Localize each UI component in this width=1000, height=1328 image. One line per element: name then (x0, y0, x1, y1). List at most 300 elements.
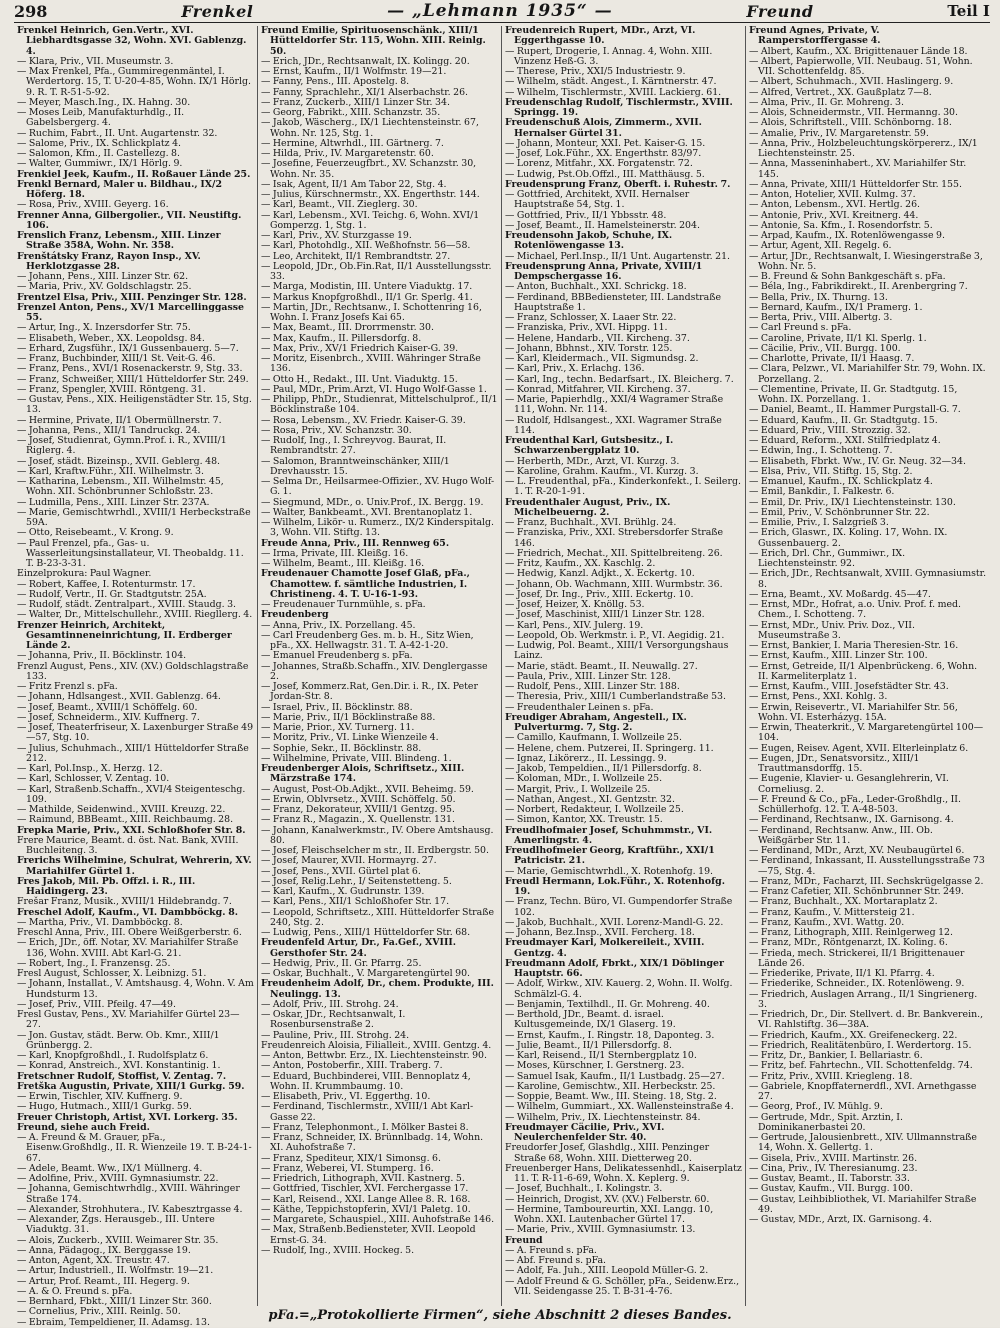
directory-entry: — Johann, Ob. Wachmann, XIII. Wurmbstr. 36. (505, 578, 723, 590)
directory-entry: — Artur, Ing., X. Inzersdorfer Str. 75. (17, 322, 191, 334)
directory-entry: — Ignaz, Likörerz., II. Lessingg. 9. (505, 752, 667, 764)
directory-entry: — Marie, Priv., II/1 Böcklinstraße 88. (261, 711, 436, 723)
directory-entry: — Franz Cafetier, XII. Schönbrunner Str. 249. (749, 886, 964, 897)
directory-entry: — Ernst, Kaufm., VIII. Josefstädter Str. 43. (749, 681, 949, 692)
directory-entry: — Franz, Buchhalt., XX. Mortaraplatz 2. (749, 896, 938, 908)
directory-entry: — Johanna, Pens., XII/1 Tandruckg. 24. (17, 424, 201, 436)
directory-entry: — Gisela, Priv., XVIII. Martinstr. 26. (749, 1152, 918, 1164)
directory-entry: — Rosa, Priv., XVIII. Geyerg. 16. (17, 199, 169, 211)
directory-entry: — Anton, Bettwbr. Erz., IX. Liechtensteinstr. 90. (261, 1050, 487, 1061)
directory-entry: Fresl August, Schlosser, X. Leibnizg. 51. (17, 968, 207, 979)
directory-entry: — Erich, JDr., öff. Notar, XV. Mariahilfer Straße 136, Wohn. XVIII. Abt Karl-G. 21. (17, 937, 239, 959)
directory-entry: — Julius, Kürschnermstr., XX. Engerthstr. 144. (261, 189, 480, 200)
directory-entry: — Fritz, Kaufm., XX. Kaschlg. 2. (505, 558, 656, 569)
directory-entry-main: Frenzel Anton, Pens., XV/1 Marcellinggasse 55. (17, 301, 245, 323)
column-4 (746, 26, 990, 1306)
directory-entry: — Franz R., Magazin., X. Quellenstr. 131. (261, 814, 455, 826)
directory-entry: — Cornelius, Priv., XIII. Reinlg. 50. (17, 1306, 181, 1318)
directory-entry: Freschl Anna, Priv., III. Obere Weißgerberstr. 6. (17, 927, 242, 938)
directory-entry: — Max, Kaufm., II. Pillersdorfg. 8. (261, 332, 422, 344)
directory-entry: — Antonie, Sa. Kfm., I. Rosendorfstr. 5. (749, 219, 933, 231)
directory-entry: — Katharina, Lebensm., XII. Wilhelmstr. 45, Wohn. XII. Schönbrunner Schloßstr. 23. (17, 476, 224, 498)
directory-entry-main: Freudenauer Chamotte Josef Glaß, pFa., Chamottew. f. sämtliche Industrien, I. Christineng. 4. T. U-16-1-93. (261, 568, 470, 600)
directory-entry: — Ernst, Kaufm., XIII. Linzer Str. 100. (749, 650, 928, 662)
directory-entry: — Franz, MDr., Facharzt, III. Sechskrügelgasse 2. (749, 875, 984, 887)
directory-entry: — Johann, Kanalwerkmstr., IV. Obere Amtshausg. 80. (261, 824, 494, 846)
directory-entry: — Cäcilie, Priv., VII. Burgg. 100. (749, 342, 901, 354)
directory-entry: — Salomon, Kfm., II. Castellezg. 8. (17, 148, 180, 159)
directory-entry: — Erwin, Reisevertr., VI. Mariahilfer Str. 56, Wohn. VI. Esterházyg. 15A. (749, 701, 958, 723)
directory-entry: — Mathilde, Seidenwind., XVIII. Kreuzg. 22. (17, 804, 226, 815)
directory-entry-main: Freudenfeld Artur, Dr., Fa.Gef., XVIII. Gersthofer Str. 24. (261, 937, 456, 959)
directory-entry: — Clara, Pelzwr., VI. Mariahilfer Str. 79, Wohn. IX. Porzellang. 2. (749, 363, 986, 385)
directory-entry: — Karoline, Gemischtw., XII. Herbeckstr. 25. (505, 1080, 716, 1092)
directory-entry-main: Frenkl Bernard, Maler u. Bildhau., IX/2 Höferg. 18. (17, 178, 223, 200)
directory-entry: — Abf. Freund s. pFa. (505, 1255, 607, 1266)
directory-entry: — Ferdinand, Rechtsanw. Anw., III. Ob. Weißgärber Str. 11. (749, 824, 933, 846)
directory-entry: — Karl, Lebensm., XVI. Teichg. 6, Wohn. XVI/1 Gomperzg. 1, Stg. 1. (261, 209, 480, 231)
directory-entry-main: Frerichs Wilhelmine, Schulrat, Wehrerin, XV. Mariahilfer Gürtel 1. (17, 855, 252, 877)
directory-entry: — Ferdinand, BBBediensteter, III. Landstraße Hauptstraße 1. (505, 291, 722, 313)
directory-entry: — Gertrude, Jalousienbrett., XIV. Ullmannstraße 14, Wohn. X. Gellertg. 1. (749, 1132, 977, 1154)
directory-entry: — Freudenauer Turnmühle, s. pFa. (261, 599, 426, 610)
directory-entry-main: Freudl Hermann, Lok.Führ., X. Rotenhofg. 19. (505, 875, 725, 897)
directory-entry: — Adele, Beamt. Ww., IX/1 Müllnerg. 4. (17, 1162, 203, 1174)
directory-entry-main: Freudmann Adolf, Fbrkt., XIX/1 Döblinger Hauptstr. 66. (505, 957, 724, 979)
directory-entry: — Paul Frenzel, pfa., Gas- u. Wasserleitungsinstallateur, VI. Theobaldg. 11. T. B-23-3-31. (17, 537, 244, 569)
directory-entry: — Anton, Postoberfir., XIII. Traberg. 7. (261, 1060, 443, 1072)
directory-entry: — Josef, Priv., VIII. Pfeilg. 47—49. (17, 998, 176, 1010)
directory-entry: — Albert, Kaufm., XX. Brigittenauer Lände 18. (749, 45, 968, 57)
directory-entry: — Erich, Glaswr., IX. Koling. 17, Wohn. IX. Gussenbauerg. 2. (749, 527, 948, 549)
directory-entry: — Carl Freund s. pFa. (749, 322, 852, 334)
directory-entry: — Carl Freudenberg Ges. m. b. H., Sitz Wien, pFa., XX. Hellwagstr. 31. T. A-42-1-20. (261, 629, 474, 651)
directory-entry: — Elsa, Priv., VII. Stiftg. 15, Stg. 2. (749, 465, 913, 477)
directory-entry: — Philipp, PhDr., Studienrat, Mittelschulprof., II/1 Böcklinstraße 104. (261, 394, 498, 416)
directory-entry: — Josef, Relig.Lehr., I/ Seitenstetteng. 5. (261, 875, 452, 887)
directory-entry: — Josefine, Feuerzeugfbrt., XV. Schanzstr. 30, Wohn. Nr. 35. (261, 158, 477, 180)
directory-entry: — Georg, Prof., IV. Mühlg. 9. (749, 1101, 883, 1113)
directory-entry: — Emil, Bankdir., I. Falkestr. 6. (749, 486, 895, 498)
directory-entry: — Johann, Installat., V. Amtshausg. 4, Wohn. V. Am Hundsturm 13. (17, 978, 254, 1000)
directory-entry: — Leo, Architekt, II/1 Rembrandtstr. 27. (261, 250, 451, 262)
directory-entry: — Moses, Kürschner, I. Gerstnerg. 23. (505, 1060, 685, 1072)
directory-entry: — Hedwig, Priv., II. Gr. Pfarrg. 25. (261, 957, 422, 969)
directory-entry-main: Freudenschuß Alois, Zimmerm., XVII. Hernalser Gürtel 31. (505, 117, 702, 139)
directory-entry: — Eduard, Kaufm., II. Gr. Stadtgutg. 15. (749, 414, 938, 426)
directory-entry: — Eugen, JDr., Senatsvorsitz., XIII/1 Trauttmansdorffg. 15. (749, 752, 920, 774)
directory-entry: — Heinrich, Drogist, XV. (XV.) Felberstr. 60. (505, 1193, 710, 1205)
directory-entry: — Friedrich, Lithograph, XVII. Kastnerg. 5. (261, 1173, 465, 1184)
directory-entry: — Martin, JDr., Rechtsanw., I. Schottenring 16, Wohn. I. Franz Josefs Kai 65. (261, 301, 482, 323)
directory-entry: — Edwin, Ing., I. Schotteng. 7. (749, 445, 893, 457)
directory-entry: — Josef, Schneiderm., XIV. Kuffnerg. 7. (17, 711, 200, 723)
directory-entry: — Hugo, Hutmach., XIII/1 Gurkg. 59. (17, 1101, 192, 1113)
directory-entry: — Eugenie, Klavier- u. Gesanglehrerin, VI. Corneliusg. 2. (749, 773, 949, 795)
directory-entry: — Josef, Beamt., XVIII/1 Schöffelg. 60. (17, 701, 198, 713)
directory-entry: — Klara, Priv., VII. Museumstr. 3. (17, 55, 174, 67)
right-keyword: Freund (746, 1, 814, 21)
directory-entry: — Raimund, BBBeamt., XIII. Reichbaumg. 28. (17, 814, 234, 826)
directory-entry: — Franz, Lithograph, XIII. Reinlgerweg 12. (749, 927, 953, 938)
directory-entry: — Georg, Fabrikt., XIII. Schanzstr. 35. (261, 107, 441, 118)
directory-entry: — L. Freudenthal, pFa., Kinderkonfekt., I. Seilerg. 1. T. R-20-1-91. (505, 476, 741, 498)
directory-entry: — Josef, Pens., XVII. Gürtel plat 6. (261, 865, 421, 877)
directory-entry: — Karl, Reisend., II/1 Sternbergplatz 10. (505, 1050, 697, 1061)
directory-entry: — Nathan, Angest., XI. Gentzstr. 32. (505, 793, 675, 805)
directory-entry: — Irma, Private, III. Kleißg. 16. (261, 547, 409, 559)
directory-entry: — Franz, Kaufm., XVI. Wattg. 20. (749, 916, 905, 928)
directory-entry: — Moritz, Eisenbrch., XVIII. Währinger Straße 136. (261, 353, 481, 375)
directory-entry: — Gustav, Leihbibliothek, VI. Mariahilfer Straße 49. (749, 1193, 977, 1215)
directory-entry: — Josef, Buchhalt., I. Kolingstr. 3. (505, 1183, 663, 1195)
directory-entry: — Otto, Reisebeamt., V. Krong. 9. (17, 527, 174, 539)
directory-entry: — Rosa, Lebensm., XV. Friedr. Kaiser-G. 39. (261, 414, 466, 426)
directory-entry: — Karl, Kraftw.Führ., XII. Wilhelmstr. 3. (17, 465, 204, 477)
directory-entry: — Josef, Dr. Ing., Priv., XIII. Eckertg. 10. (505, 588, 694, 600)
directory-entry: — Elisabeth, Weber., XX. Leopoldsg. 84. (17, 332, 205, 344)
page-header (14, 0, 990, 23)
directory-entry: — Fanny, Sprachlehr., XI/1 Alserbachstr. 26. (261, 86, 469, 98)
directory-entry: — Elisabeth, Fbrkt. Ww., IV. Gr. Neug. 32—34. (749, 455, 966, 467)
directory-entry: — Ernst, Kaufm., I. Ringstr. 18, Daponteg. 3. (505, 1029, 715, 1041)
left-keyword: Frenkel (181, 1, 254, 21)
directory-entry: — Walter, Bankbeamt., XVI. Brentanoplatz 1. (261, 506, 473, 518)
directory-entry: — Artur, JDr., Rechtsanwalt, I. Wiesingerstraße 3, Wohn. Nr. 5. (749, 250, 983, 272)
directory-entry: — Walter, Dr., Mittelschullehr., XVIII. Riegllerg. 4. (17, 609, 253, 621)
directory-entry: — Isak, Agent, II/1 Am Tabor 22, Stg. 4. (261, 178, 447, 190)
directory-entry: — Ferdinand, MDr., Arzt, XV. Neubaugürtel 6. (749, 845, 965, 856)
directory-entry: — Franz, Schneider, IX. Brünnlbadg. 14, Wohn. XI. Auhofstraße 7. (261, 1132, 484, 1154)
directory-entry: — Erwin, Theaterkrit., V. Margaretengürtel 100—104. (749, 722, 984, 744)
directory-entry: — Franz, Schweißer, XIII/1 Hütteldorfer Str. 249. (17, 373, 249, 385)
directory-entry: — Elisabeth, Priv., VI. Eggerthg. 10. (261, 1091, 431, 1102)
directory-entry-main: Freudenberg (261, 609, 329, 621)
directory-entry: — Maria, Priv., XV. Goldschlagstr. 25. (17, 281, 192, 293)
directory-entry: — Frieda, mech. Strickerei, II/1 Brigittenauer Lände 26. (749, 947, 965, 969)
directory-entry-main: Frenzer Heinrich, Architekt, Gesamtinneneinrichtung, II. Erdberger Lände 2. (17, 619, 232, 651)
directory-entry: — Charlotte, Private, II/1 Haasg. 7. (749, 353, 915, 364)
directory-entry: — Franz, Telephonmont., I. Mölker Bastei 8. (261, 1121, 469, 1133)
directory-entry: — Leopold, JDr., Ob.Fin.Rat, II/1 Ausstellungsstr. 33. (261, 260, 492, 282)
part-label: Teil I (947, 2, 990, 20)
directory-entry-main: Frenkiel Jeek, Kaufm., II. Roßauer Lände 25. (17, 168, 251, 180)
directory-entry: — Erich, Drl. Chr., Gummiwr., IX. Liechtensteinstr. 92. (749, 547, 906, 569)
directory-entry: — Ferdinand, Inkassant, II. Ausstellungsstraße 73—75, Stg. 4. (749, 855, 985, 877)
directory-entry: — Max Frenkel, Pfa., Gummiregenmäntel, I. Werdertorg. 15, T. U-20-4-85, Wohn. IX/1 Hörlg. 9. R. T. R-51-5-92. (17, 66, 251, 98)
directory-entry: — Salomon, Branntweinschänker, XIII/1 Drevhausstr. 15. (261, 455, 450, 477)
directory-entry: — Rupert, Drogerie, I. Annag. 4, Wohn. XIII. Vinzenz Heß-G. 3. (505, 45, 713, 67)
directory-entry: — Karl, Kaufm., X. Gudrunstr. 139. (261, 886, 425, 897)
directory-entry: — Wilhelmine, Private, VIII. Blindeng. 1. (261, 752, 452, 764)
directory-entry: — Gertrude, Mdr., Spit. Arztin, I. Dominikanerbastei 20. (749, 1111, 903, 1133)
directory-entry-main: Freund (505, 1234, 543, 1246)
directory-entry: — Josef, Theaterfriseur, X. Laxenburger Straße 49—57, Stg. 10. (17, 722, 254, 744)
directory-entry: — Karoline, Grahm. Kaufm., VI. Kurzg. 3. (505, 465, 699, 477)
directory-entry: — Otto H., Redakt., III. Unt. Viaduktg. 15. (261, 373, 458, 385)
directory-entry: — Franz, Spengler, XVIII. Röntgeng. 31. (17, 383, 206, 395)
directory-entry-main: Frenner Anna, Gilbergolier., VII. Neustiftg. 106. (17, 209, 242, 231)
directory-entry: — Johann, Monteur, XXI. Pet. Kaiser-G. 15. (505, 137, 706, 149)
directory-entry: — Margit, Priv., I. Wollzeile 25. (505, 783, 651, 795)
directory-entry-main: Freudensohn Jakob, Schuhe, IX. Rotenlöwengasse 13. (505, 230, 673, 252)
directory-entry: Frere Maurice, Beamt. d. öst. Nat. Bank, XVIII. Buchleiteng. 3. (17, 834, 239, 856)
directory-entry: — Lorenz, Mitfahr., XX. Forgatenstr. 72. (505, 158, 693, 170)
directory-entry: — Erwin, Oblvrsetz., XVIII. Schöffelg. 50. (261, 793, 456, 805)
directory-entry: — Ludmilla, Pens., XIII. Linzer Str. 237A. (17, 496, 210, 508)
directory-entry: — Israel, Priv., II. Böcklinstr. 88. (261, 701, 413, 713)
directory-entry: — Marie, städt. Beamt., II. Neuwallg. 27. (505, 660, 698, 672)
directory-entry: — Helene, chem. Putzerei, II. Springerg. 11. (505, 742, 714, 754)
directory-entry: — Caroline, Private, II/1 Kl. Sperlg. 1. (749, 332, 927, 344)
directory-entry: — Erwin, Tischler, XIV. Kuffnerg. 9. (17, 1091, 183, 1102)
directory-entry: — Anna, Private, XIII/1 Hütteldorfer Str. 155. (749, 178, 962, 190)
directory-entry: — Berthold, JDr., Beamt. d. israel. Kultusgemeinde, IX/1 Glaserg. 19. (505, 1009, 676, 1031)
directory-entry: — Alfred, Vertret., XX. Gaußplatz 7—8. (749, 86, 932, 98)
directory-entry: — Simon, Kantor, XX. Treustr. 15. (505, 814, 663, 826)
directory-entry-main: Freudlhofmaier Josef, Schuhmmstr., VI. Amerlingstr. 4. (505, 824, 713, 846)
directory-entry: — Karl, Reisend., XXI. Lange Allee 8. R. 168. (261, 1193, 471, 1205)
directory-entry: — Rudolf, städt. Zentralpart., XVIII. Staudg. 3. (17, 599, 237, 610)
directory-entry: — Karl, Beamt., VII. Zieglerg. 30. (261, 199, 418, 211)
directory-entry: — Leopold, Ob. Werkmstr. i. P., VI. Aegidig. 21. (505, 629, 725, 641)
directory-entry: — Ernst, Kaufm., II/1 Wolfmstr. 19—21. (261, 66, 447, 77)
directory-entry: — Karl, Photohdlg., XII. Weßhofnstr. 56—58. (261, 240, 471, 252)
directory-entry: — Marie, Papierhdlg., XXI/4 Wagramer Straße 111, Wohn. Nr. 114. (505, 394, 724, 416)
directory-entry: — Norbert, Redakteur, I. Wollzeile 25. (505, 804, 684, 815)
directory-entry: — Benjamin, Textilhdl., II. Gr. Mohreng. 40. (505, 998, 710, 1010)
directory-entry: — Karl, Kleidermach., VII. Sigmundsg. 2. (505, 353, 699, 364)
directory-entry: — Franziska, Priv., XXI. Strebersdorfer Straße 146. (505, 527, 724, 549)
directory-entry: — Eduard, Buchbinderei, VIII. Bennoplatz 4, Wohn. II. Krummbaumg. 10. (261, 1070, 471, 1092)
directory-entry: — Konrad, Anstreich., XVI. Konstantinig. 1. (17, 1060, 221, 1072)
directory-entry: — Koloman, MDr., I. Wollzeile 25. (505, 773, 663, 785)
directory-entry: — Wilhelm, städt. Angest., I. Kärntnerstr. 47. (505, 76, 717, 88)
directory-entry: — Rudolf, Pens., XIII. Linzer Str. 188. (505, 681, 680, 692)
directory-entry: — Robert, Ing., I. Franzensg. 25. (17, 957, 171, 969)
column-2 (258, 26, 502, 1306)
directory-entry: — Ernst, Getreide, II/1 Alpenbrückeng. 6, Wohn. II. Karmeliterplatz 1. (749, 660, 978, 682)
directory-entry: — August, Post-Ob.Adjkt., XVII. Beheimg. 59. (261, 783, 474, 795)
directory-entry: — Anna, Priv., IX. Porzellang. 45. (261, 619, 416, 631)
directory-entry: — Sophie, Sekr., II. Böcklinstr. 88. (261, 742, 422, 754)
directory-entry-main: Freuer Christoph, Artist, XVI. Lorkerg. 35. (17, 1111, 238, 1123)
directory-entry: — Franz, Dekorateur, XVIII/1 Gentzg. 95. (261, 804, 455, 815)
directory-entry-main: Freudenheim Adolf, Dr., chem. Produkte, III. Neulingg. 13. (261, 978, 494, 1000)
directory-entry: — Adolf, Fa. Juh., XIII. Leopold Müller-G. 2. (505, 1265, 709, 1277)
directory-entry: — Johann, Bbhnst., XIV. Torstr. 125. (505, 342, 673, 354)
directory-entry: — Jon. Gustav, städt. Berw. Ob. Kmr., XIII/1 Grünbergg. 2. (17, 1029, 220, 1051)
directory-entry: — Therese, Priv., XXI/5 Industriestr. 9. (505, 66, 686, 77)
directory-entry: — Ferdinand, Tischlermstr., XVIII/1 Abt Karl-Gasse 22. (261, 1101, 474, 1123)
directory-entry: — Ferdinand, Rechtsanw., IX. Garnisong. 4. (749, 814, 954, 826)
directory-entry: — Marie, Gemischtwrhdl., XVIII/1 Herbeckstraße 59A. (17, 506, 251, 528)
directory-entry: — Leopold, Schriftsetz., XIII. Hütteldorfer Straße 240, Stg. 2. (261, 906, 495, 928)
directory-entry: — Camillo, Kaufmann, I. Wollzeile 25. (505, 732, 682, 744)
directory-entry: — Wilhelm, Priv., IX. Liechtensteinstr. 84. (505, 1111, 701, 1123)
directory-entry: — Amalie, Priv., IV. Margaretenstr. 59. (749, 127, 929, 139)
directory-entry: — Max, Priv., XV/1 Friedrich Kaiser-G. 39. (261, 342, 459, 354)
directory-entry: — Julius, Schuhmach., XIII/1 Hütteldorfer Straße 212. (17, 742, 249, 764)
directory-entry: — Freudenthaler Leinen s. pFa. (505, 701, 654, 713)
directory-entry: — Gottfried, Priv., II/1 Ybbsstr. 48. (505, 209, 667, 221)
directory-entry: — Marie, Prior., XV. Turnerg. 11. (261, 722, 415, 733)
directory-entry: — Johanna, Gemischtwrhdlg., XVIII. Währinger Straße 174. (17, 1183, 240, 1205)
directory-entry: — Wilhelm, Gummiart., XX. Wallensteinstraße 4. (505, 1101, 734, 1113)
directory-entry: — Moritz, Priv., VI. Linke Wienzeile 4. (261, 732, 439, 744)
directory-entry: — Alois, Zuckerb., XVIII. Weimarer Str. 35. (17, 1234, 219, 1246)
directory-entry: — Albert, Schuhmach., XVII. Haslingerg. 9. (749, 76, 954, 88)
directory-entry: — Alois, Schriftstell., VIII. Schönborng. 18. (749, 117, 952, 129)
directory-entry: — Pauline, Priv., III. Strohg. 24. (261, 1029, 410, 1041)
directory-entry-main: Freudenthaler August, Priv., IX. Michelbeuerng. 2. (505, 496, 671, 518)
directory-entry: — Johann, Hdlsangest., XVII. Gablenzg. 64. (17, 691, 221, 703)
directory-entry: — Johanna, Priv., II. Böcklinstr. 104. (17, 650, 187, 662)
directory-entry-main: Fretschner Rudolf, Stoffist, V. Zentag. 7. (17, 1070, 227, 1082)
directory-entry: — Artur, Prof. Reamt., III. Hegerg. 9. (17, 1275, 190, 1287)
directory-entry: — Artur, Industriell., II. Wolfmstr. 19—21. (17, 1265, 214, 1277)
directory-entry: — Karl, Priv., X. Erlachg. 136. (505, 363, 645, 375)
directory-entry: — Ruchim, Fabrt., II. Unt. Augartenstr. 32. (17, 127, 218, 139)
column-1 (14, 25, 258, 1328)
page-number: 298 (14, 1, 48, 21)
directory-entry: — Rudolf, Hdlsangest., XXI. Wagramer Straße 114. (505, 414, 722, 436)
directory-entry-main: Freudensprung Franz, Oberft. i. Ruhestr. 7. (505, 178, 731, 190)
directory-entry: — Eduard, Reform., XXI. Stilfriedplatz 4. (749, 435, 941, 446)
directory-entry: — Karl, Schlosser, V. Zentag. 10. (17, 773, 170, 785)
directory-entry: Fresl Gustav, Pens., XV. Mariahilfer Gürtel 23—27. (17, 1009, 240, 1031)
directory-entry: Freudenreich Aloisia, Filialleit., XVIII. Gentzg. 4. (261, 1039, 492, 1051)
directory-entry: — Franz, Kaufm., V. Mittersteig 21. (749, 906, 915, 918)
directory-entry: — F. Freund & Co., pFa., Leder-Großhdlg., II. Schüllerhofg. 12. T. A-48-503. (749, 793, 961, 815)
directory-entry: — Jakob, Tempeldien., II/1 Pillersdorfg. 8. (505, 763, 702, 774)
directory-entry: — Helene, Handarb., VII. Kircheng. 37. (505, 332, 690, 344)
directory-entry: — Ludwig, Pol. Beamt., XIII/1 Versorgungshaus Lainz. (505, 640, 729, 662)
directory-entry: Frešar Franz, Musik., XVIII/1 Hildebrandg. 7. (17, 896, 232, 908)
directory-entry: — Wilhelm, Tischlermstr., XVIII. Lackierg. 61. (505, 86, 722, 98)
directory-entry: — Fritz, Dr., Bankier, I. Bellariastr. 6. (749, 1050, 923, 1061)
directory-entry: — Marie, Gemischtwrhdl., X. Rotenhofg. 19. (505, 865, 714, 877)
directory-entry: — Fritz, bef. Fahrtechn., VII. Schottenfeldg. 74. (749, 1060, 973, 1072)
directory-entry: — Josef, städt. Bizeinsp., XVII. Geblerg. 48. (17, 455, 221, 467)
column-3 (502, 26, 746, 1306)
directory-entry: — Franz, Pens., XVI/1 Rosenackerstr. 9, Stg. 33. (17, 363, 243, 375)
directory-entry: — Karl, Pens., XII/1 Schloßhofer Str. 17. (261, 896, 450, 908)
directory-entry: — Gustav, Beamt., II. Taborstr. 33. (749, 1173, 910, 1184)
directory-entry: — Friedrich, Auslagen Arrang., II/1 Singrienerg. 3. (749, 988, 978, 1010)
directory-entry: — Adolfine, Priv., XVIII. Gymnasiumstr. 22. (17, 1173, 219, 1184)
directory-entry: — Josef, Lok.Führ., XX. Engerthstr. 83/97. (505, 148, 702, 159)
directory-entry: — Franz, Buchbinder, XIII/1 St. Veit-G. 46. (17, 353, 216, 364)
directory-entry: — Anton, Buchhalt., XXI. Schrickg. 18. (505, 281, 687, 293)
directory-entry: — Fritz Frenzl s. pFa. (17, 681, 118, 692)
directory-entry: — Gustav, MDr., Arzt, IX. Garnisong. 4. (749, 1214, 932, 1225)
directory-entry: — Ernst, MDr., Hofrat, a.o. Univ. Prof. f. med. Chem., I. Schotteng. 7. (749, 599, 961, 621)
directory-entry: — Albert, Papierwolle, VII. Neubaug. 51, Wohn. VII. Schottenfeldg. 85. (749, 55, 973, 77)
directory-entry: — Josef, Maurer, XVII. Hormayrg. 27. (261, 855, 437, 867)
directory-entry-main: Freudensprung Anna, Private, XVIII/1 Dempschergasse 16. (505, 260, 703, 282)
directory-entry: — Hedwig, Kanzl. Adjkt., X. Eckertg. 10. (505, 568, 695, 580)
directory-entry: — Käthe, Teppichstopferin, XVI/1 Paletg. 10. (261, 1203, 471, 1215)
directory-entry: — Adolf, Wirkw., XIV. Kauerg. 2, Wohn. II. Wolfg. Schmälzl-G. 4. (505, 978, 733, 1000)
directory-entry: — Oskar, JDr., Rechtsanwalt, I. Rosenbursenstraße 2. (261, 1009, 406, 1031)
directory-entry: — Karl, Pol.Insp., X. Herzg. 12. (17, 763, 163, 774)
directory-entry: — Franz, Weberei, VI. Stumperg. 16. (261, 1162, 434, 1174)
directory-entry: — Jakob, Buchhalt., XVII. Lorenz-Mandl-G. 22. (505, 916, 724, 928)
directory-entry: — Emanuel, Kaufm., IX. Schlickplatz 4. (749, 476, 933, 487)
directory-entry-main: Fres Jakob, Mil. Pb. Offzl. i. R., III. Haidingerg. 23. (17, 875, 196, 897)
directory-entry: — Robert, Kaffee, I. Rotenturmstr. 17. (17, 578, 196, 590)
directory-entry: — Emanuel Freudenberg s. pFa. (261, 650, 413, 662)
directory-entry: — Anton, Hotelier, XVII. Kulmg. 37. (749, 189, 916, 200)
directory-entry: — Rosa, Priv., XV. Schanzstr. 30. (261, 424, 412, 436)
directory-entry: — Gottfried, Architekt, XVII. Hernalser Hauptstraße 54, Stg. 1. (505, 189, 690, 211)
directory-entry: — Wilhelm, Likör- u. Rumerz., IX/2 Kinderspitalg. 3, Wohn. VII. Stiftg. 13. (261, 517, 495, 539)
directory-entry: — Rudolf, Ing., I. Schreyvog. Baurat, II. Rembrandtstr. 27. (261, 435, 447, 457)
directory-entry: — Friedrich, Dr., Dir. Stellvert. d. Br. Bankverein., VI. Rahlstiftg. 36—38A. (749, 1009, 984, 1031)
directory-entry-main: Freudiger Abraham, Angestell., IX. Pulverturmg. 7, Stg. 2. (505, 711, 687, 733)
directory-entry: — Artur, Agent, XII. Regelg. 6. (749, 240, 892, 252)
directory-entry: Frenzl August, Pens., XIV. (XV.) Goldschlagstraße 133. (17, 660, 249, 682)
directory-entry: — Franz, MDr., Röntgenarzt, IX. Koling. 6. (749, 937, 948, 949)
directory-entry-main: Freudlhofmeier Georg, Kraftführ., XXI/1 Patricistr. 21. (505, 845, 715, 867)
directory-entry: — Theresia, Priv., XIII/1 Cumberlandstraße 53. (505, 691, 726, 703)
directory-entry: — A. & O. Freund s. pFa. (17, 1285, 133, 1297)
directory-entry: — Johannes, Straßb.Schaffn., XIV. Denglergasse 2. (261, 660, 488, 682)
directory-entry: — Bernhard, Fbkt., XIII/1 Linzer Str. 360. (17, 1296, 212, 1307)
directory-entry: — Bernard, Kaufm., IX/1 Pramerg. 1. (749, 301, 923, 313)
directory-entry: — Erna, Beamt., XV. Moßardg. 45—47. (749, 588, 931, 600)
directory-entry: — Karl, Straßenb.Schaffn., XVI/4 Steigenteschg. 109. (17, 783, 246, 805)
directory-entry: — Alexander, Strohhutera., IV. Kabesztrgasse 4. (17, 1203, 243, 1215)
directory-entry-main: Freudenthal Karl, Gutsbesitz., I. Schwarzenbergplatz 10. (505, 435, 674, 457)
directory-entry: — Gustav, Kaufm., VII. Burgg. 100. (749, 1183, 914, 1195)
directory-entry: — Berta, Priv., VIII. Albertg. 3. (749, 312, 893, 323)
directory-entry: — Meyer, Masch.Ing., IX. Hahng. 30. (17, 96, 191, 108)
directory-entry: — Anton, Agent, XX. Treustr. 47. (17, 1255, 170, 1266)
directory-entry: — Johann, Pens., XIII. Linzer Str. 62. (17, 271, 189, 282)
directory-entry: — Antonie, Priv., XVI. Kreitnerg. 44. (749, 209, 919, 221)
directory-entry: — Alois, Schneidermstr., VII. Hermanng. 30. (749, 107, 958, 118)
directory-entry: — Karl, Knopfgroßhdl., I. Rudolfsplatz 6. (17, 1050, 209, 1061)
directory-entry: — Franz, Spediteur, XIX/1 Simonsg. 6. (261, 1152, 441, 1164)
directory-entry-main: Freude Anna, Priv., III. Rennweg 65. (261, 537, 450, 549)
directory-entry: — Cina, Priv., IV. Theresianumg. 23. (749, 1162, 918, 1174)
directory-entry: — Konrad, Mitfahrer, VII. Kircheng. 37. (505, 383, 691, 395)
directory-entry: — Josef, Studienrat, Gymn.Prof. i. R., XVIII/1 Riglerg. 4. (17, 435, 227, 457)
directory-entry: — Josef, Maschinist, XIII/1 Linzer Str. 128. (505, 609, 705, 621)
directory-entry: — B. Freund & Sohn Bankgeschäft s. pFa. (749, 271, 946, 282)
directory-entry: — Ernst, Pens., XXI. Kohlg. 3. (749, 691, 888, 703)
directory-entry-main: Freund, siehe auch Freid. (17, 1121, 150, 1133)
directory-entry: — Friedrich, Mechat., XII. Spittelbreiteng. 26. (505, 547, 723, 559)
directory-entry: — Erhard, Zugsführ., IX/1 Gussenbauerg. 5—7. (17, 342, 239, 354)
directory-entry: Freudorfer Josef, Glashdlg., XIII. Penzinger Straße 68, Wohn. XIII. Dietterweg 20. (505, 1142, 710, 1164)
directory-entry: — Josef, Beamt., II. Hamelsteinerstr. 204. (505, 219, 700, 231)
directory-entry-main: Freudenschlag Rudolf, Tischlermstr., XVIII. Springg. 19. (505, 96, 733, 118)
directory-entry: — Michael, Perl.Insp., II/1 Unt. Augartenstr. 21. (505, 250, 731, 262)
directory-entry: — Arpad, Kaufm., IX. Rotenlöwengasse 9. (749, 230, 945, 241)
directory-entry: — Alexander, Zgs. Herausgeb., III. Untere Viaduktg. 31. (17, 1214, 215, 1236)
directory-entry: — Franz, Schlosser, X. Laaer Str. 22. (505, 312, 677, 323)
directory-entry: — A. Freund & M. Grauer, pFa., Eisenw.Großhdlg., II. R. Wienzeile 19. T. B-24-1-67. (17, 1132, 252, 1164)
directory-entry: — Anton, Lebensm., XVI. Hertlg. 26. (749, 199, 921, 211)
directory-entry-main: Freund Agnes, Private, V. Ramperstorffergasse 4. (749, 25, 881, 47)
directory-entry: — Rudolf, Ing., XVIII. Hockeg. 5. (261, 1244, 415, 1256)
directory-entry-main: Frenslich Franz, Lebensm., XIII. Linzer Straße 358A, Wohn. Nr. 358. (17, 230, 221, 252)
directory-entry-main: Frentzel Elsa, Priv., XIII. Penzinger Str. 128. (17, 291, 247, 303)
directory-entry-main: Fretška Augustin, Private, XIII/1 Gurkg. 59. (17, 1080, 245, 1092)
